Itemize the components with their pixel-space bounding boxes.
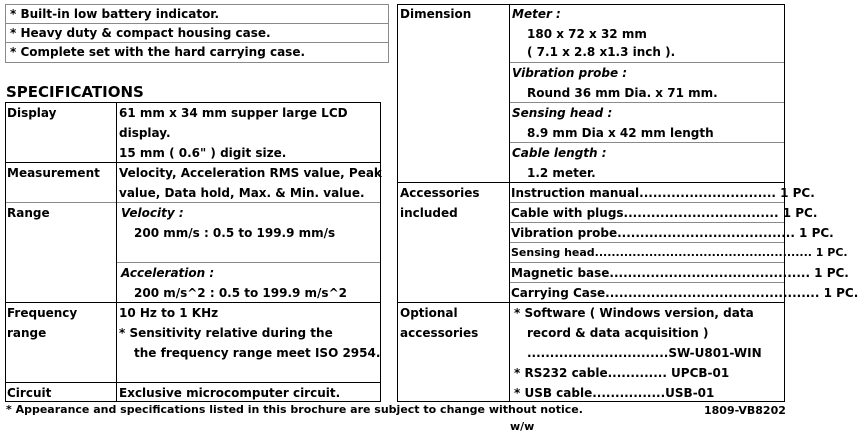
ww-marker: w/w <box>510 420 535 433</box>
feature-item: * Built-in low battery indicator. <box>10 7 220 21</box>
range-label: Range <box>7 206 50 220</box>
sensing-head-title: Sensing head : <box>512 106 613 120</box>
measurement-value-line: value, Data hold, Max. & Min. value. <box>119 186 365 200</box>
accessory-item: Sensing head.................................................... 1 PC. <box>511 246 848 259</box>
vibration-probe-value: Round 36 mm Dia. x 71 mm. <box>527 86 718 100</box>
optional-item-line: record & data acquisition ) <box>527 326 709 340</box>
circuit-label: Circuit <box>7 386 52 400</box>
optional-item-line: * USB cable................USB-01 <box>514 386 715 400</box>
meter-value-line: ( 7.1 x 2.8 x1.3 inch ). <box>527 45 676 59</box>
display-value-line: 61 mm x 34 mm supper large LCD <box>119 106 348 120</box>
accessory-item: Cable with plugs.................................. 1 PC. <box>511 206 818 220</box>
disclaimer-note: * Appearance and specifications listed in this brochure are subject to change without notice. <box>6 403 583 416</box>
accessories-label-line: included <box>400 206 458 220</box>
meter-title: Meter : <box>512 7 561 21</box>
feature-item: * Heavy duty & compact housing case. <box>10 26 271 40</box>
frequency-value-line: 10 Hz to 1 KHz <box>119 306 219 320</box>
display-value-line: 15 mm ( 0.6" ) digit size. <box>119 146 287 160</box>
feature-item: * Complete set with the hard carrying case. <box>10 45 306 59</box>
measurement-label: Measurement <box>7 166 100 180</box>
measurement-value-line: Velocity, Acceleration RMS value, Peak <box>119 166 382 180</box>
cable-length-title: Cable length : <box>512 146 607 160</box>
display-label: Display <box>7 106 57 120</box>
specifications-title: SPECIFICATIONS <box>6 83 144 101</box>
frequency-value-line: * Sensitivity relative during the <box>119 326 333 340</box>
acceleration-title: Acceleration : <box>121 266 215 280</box>
optional-label-line: accessories <box>400 326 479 340</box>
optional-item-line: ...............................SW-U801-WIN <box>527 346 762 360</box>
optional-item-line: * Software ( Windows version, data <box>514 306 754 320</box>
vibration-probe-title: Vibration probe : <box>512 66 628 80</box>
optional-item-line: * RS232 cable............. UPCB-01 <box>514 366 730 380</box>
accessory-item: Vibration probe....................................... 1 PC. <box>511 226 834 240</box>
meter-value-line: 180 x 72 x 32 mm <box>527 27 647 41</box>
circuit-value: Exclusive microcomputer circuit. <box>119 386 341 400</box>
cable-length-value: 1.2 meter. <box>527 166 596 180</box>
frequency-value-line: the frequency range meet ISO 2954. <box>134 346 381 360</box>
accessories-label-line: Accessories <box>400 186 480 200</box>
catalog-code: 1809-VB8202 <box>704 404 786 417</box>
acceleration-value: 200 m/s^2 : 0.5 to 199.9 m/s^2 <box>134 286 347 300</box>
accessory-item: Carrying Case............................................... 1 PC. <box>511 286 858 300</box>
dimension-label: Dimension <box>400 7 472 21</box>
accessory-item: Instruction manual.............................. 1 PC. <box>511 186 815 200</box>
velocity-value: 200 mm/s : 0.5 to 199.9 mm/s <box>134 226 336 240</box>
accessory-item: Magnetic base............................................ 1 PC. <box>511 266 849 280</box>
velocity-title: Velocity : <box>121 206 184 220</box>
sensing-head-value: 8.9 mm Dia x 42 mm length <box>527 126 714 140</box>
optional-label-line: Optional <box>400 306 458 320</box>
display-value-line: display. <box>119 126 171 140</box>
frequency-label-line: range <box>7 326 47 340</box>
frequency-label-line: Frequency <box>7 306 78 320</box>
